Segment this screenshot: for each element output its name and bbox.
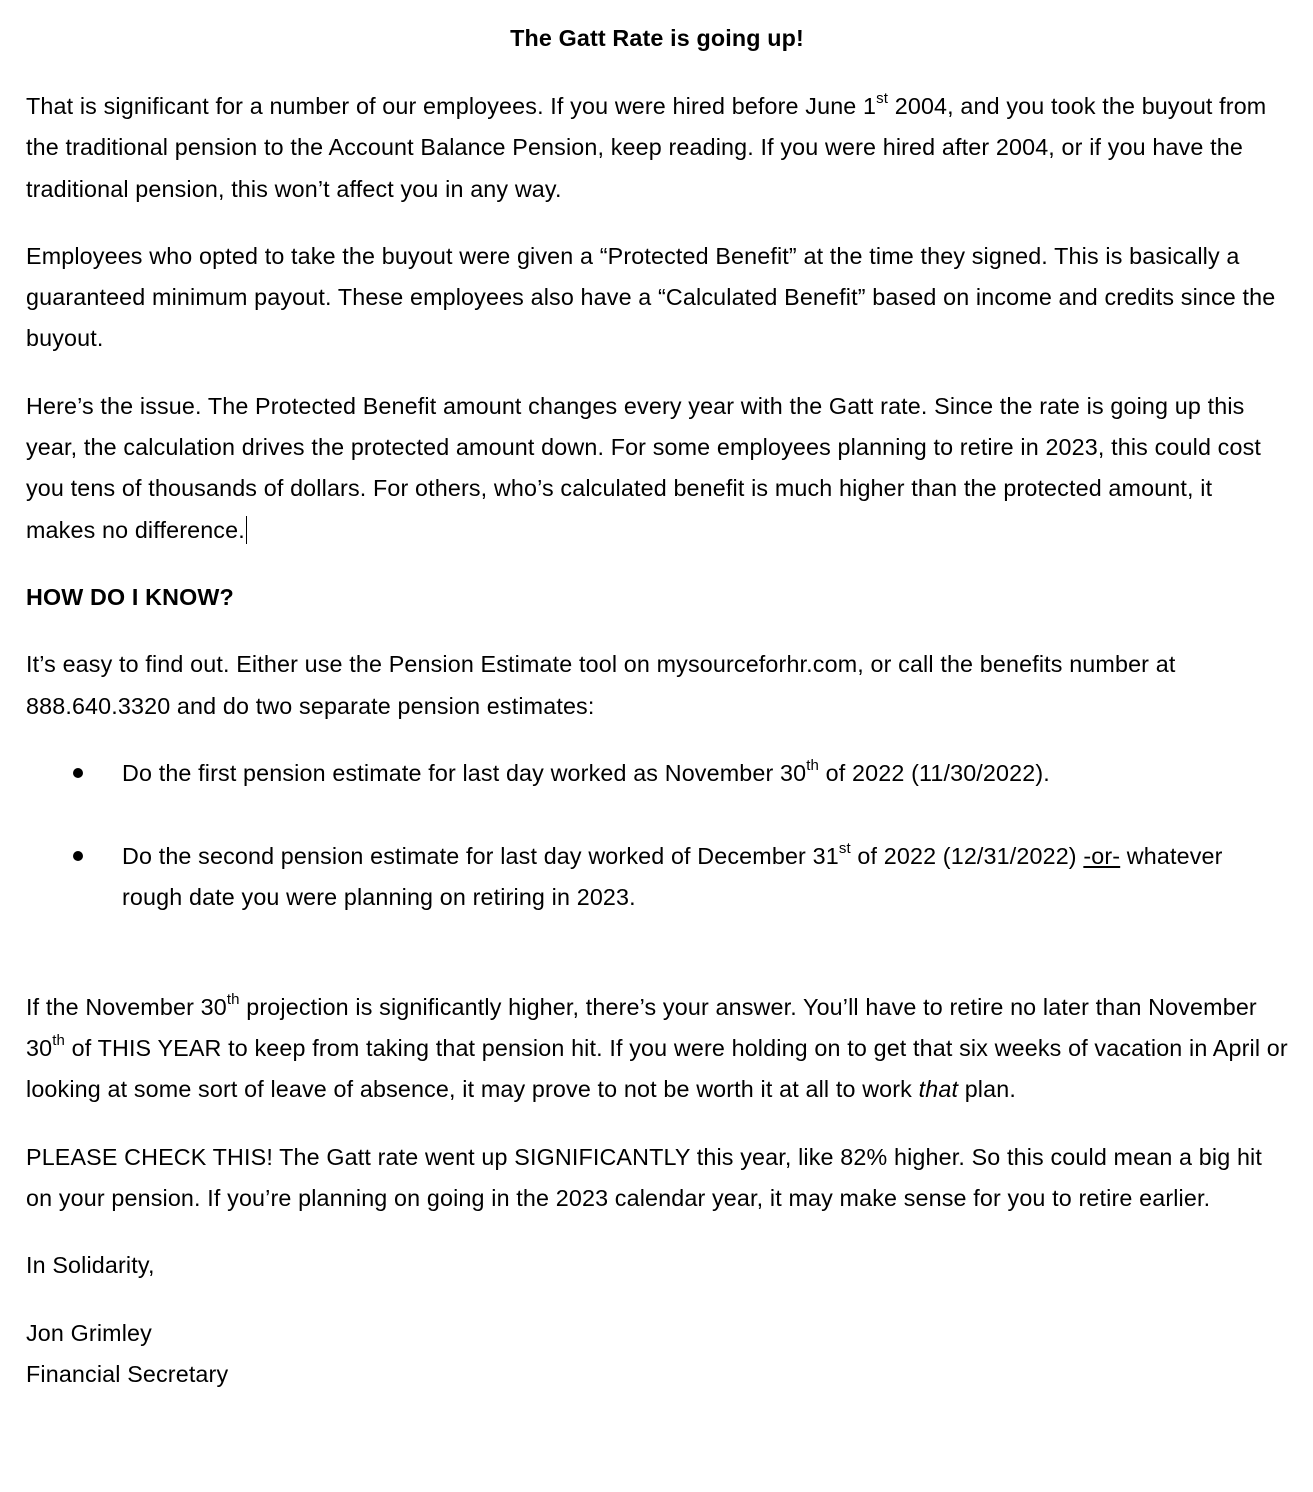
list-item	[26, 753, 1288, 794]
superscript-th: th	[52, 1032, 66, 1050]
bullet-icon	[73, 851, 83, 861]
emphasis-that: that	[918, 1076, 959, 1103]
warning-paragraph: PLEASE CHECK THIS! The Gatt rate went up SIGNIFICANTLY this year, like 82% higher. So this could mean a big hit on your pension. If you’re planning on going in the 2023 calendar year, it may make sense for you to retire earlier.	[26, 1143, 1262, 1211]
projection-text-d: plan.	[958, 1076, 1016, 1103]
superscript-th: th	[226, 990, 240, 1008]
intro-text-a: That is significant for a number of our employees. If you were hired before June 1	[26, 93, 877, 119]
signature-name: Jon Grimley	[26, 1319, 152, 1346]
document-title: The Gatt Rate is going up!	[510, 25, 804, 51]
second-step-text-a: Do the second pension estimate for last day worked of December 31	[122, 843, 839, 870]
signature-title: Financial Secretary	[26, 1360, 229, 1387]
superscript-st: st	[876, 90, 889, 108]
section-heading: HOW DO I KNOW?	[26, 583, 234, 610]
list-item	[26, 836, 1288, 919]
issue-text: Here’s the issue. The Protected Benefit amount changes every year with the Gatt rate. Since the rate is going up this year, the calculation drives the protected amount down. For some employees planning to retire in 2023, this could cost you tens of thousands of dollars. For others, who’s calculated benefit is much higher than the protected amount, it makes no difference.	[26, 392, 1261, 543]
first-step-text-a: Do the first pension estimate for last day worked as November 30	[122, 759, 807, 786]
projection-text-b: projection is significantly higher, there’s your answer. You’ll have to retire no later than November 30	[26, 993, 1257, 1062]
document-page	[26, 18, 1288, 1395]
intro-text-b: 2004, and you took the buyout from the traditional pension to the Account Balance Pension, keep reading. If you were hired after 2004, or if you have the traditional pension, this won’t affect you in any way.	[26, 93, 1267, 202]
superscript-st: st	[838, 840, 851, 858]
underlined-or: -or-	[1083, 843, 1121, 870]
projection-text-a: If the November 30	[26, 993, 227, 1020]
text-cursor	[246, 516, 248, 544]
superscript-th: th	[806, 757, 820, 775]
intro-paragraph	[26, 86, 1288, 210]
issue-paragraph	[26, 386, 1288, 551]
instructions-paragraph: It’s easy to find out. Either use the Pension Estimate tool on mysourceforhr.com, or call the benefits number at 888.640.3320 and do two separate pension estimates:	[26, 651, 1176, 719]
estimate-steps-list	[26, 753, 1288, 919]
second-step-text-c: whatever rough date you were planning on retiring in 2023.	[122, 843, 1223, 911]
closing-line: In Solidarity,	[26, 1252, 155, 1279]
projection-paragraph	[26, 987, 1288, 1111]
signature-block	[26, 1245, 1288, 1395]
protected-benefit-paragraph: Employees who opted to take the buyout were given a “Protected Benefit” at the time they signed. This is basically a guaranteed minimum payout. These employees also have a “Calculated Benefit” based on income and credits since the buyout.	[26, 242, 1276, 352]
bullet-icon	[73, 768, 83, 778]
first-step-text-b: of 2022 (11/30/2022).	[819, 759, 1050, 786]
second-step-text-b: of 2022 (12/31/2022)	[850, 843, 1084, 870]
projection-text-c: of THIS YEAR to keep from taking that pension hit. If you were holding on to get that six weeks of vacation in April or looking at some sort of leave of absence, it may prove to not be worth it at all to work	[26, 1035, 1288, 1103]
